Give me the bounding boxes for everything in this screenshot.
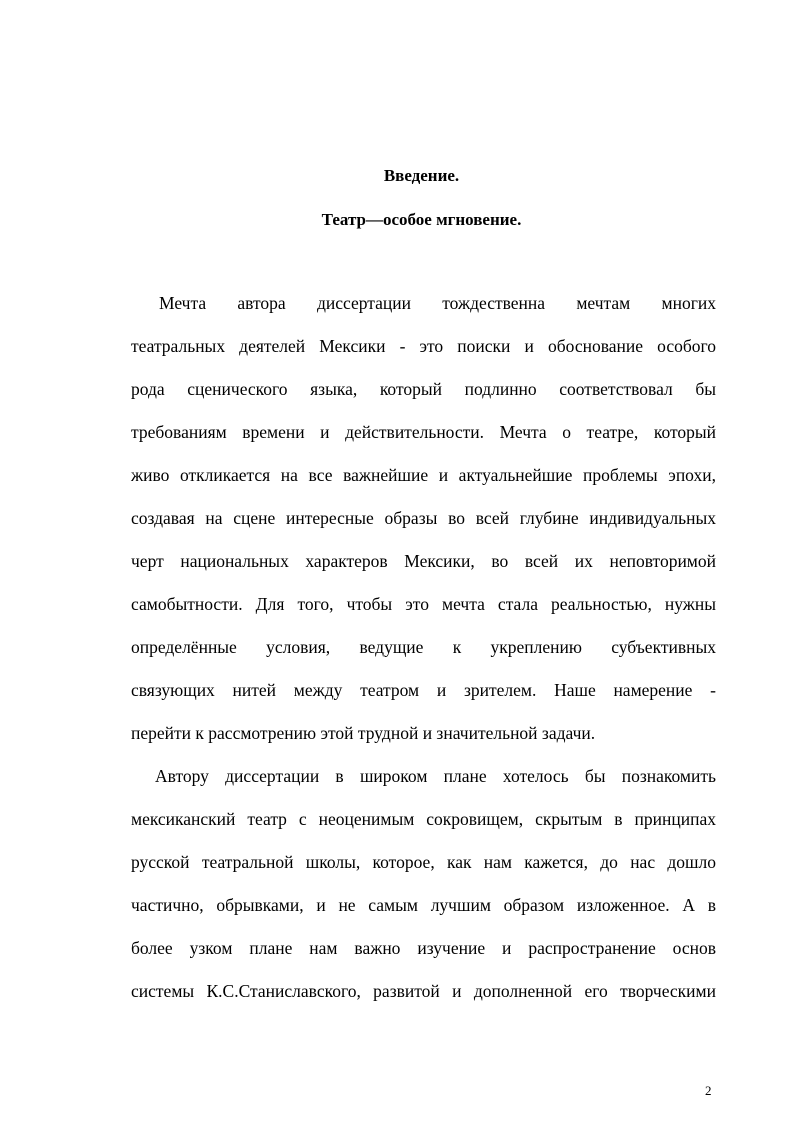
paragraph-line: русской театральной школы, которое, как нам кажется, до нас дошло bbox=[131, 852, 716, 872]
paragraph-line: перейти к рассмотрению этой трудной и значительной задачи. bbox=[131, 723, 596, 743]
page-number: 2 bbox=[705, 1083, 712, 1098]
page-title: Введение. bbox=[383, 166, 460, 185]
paragraph-line: рода сценического языка, который подлинно соответствовал бы bbox=[131, 379, 716, 399]
paragraph-line: связующих нитей между театром и зрителем. Наше намерение - bbox=[131, 680, 716, 700]
paragraph-line: Автору диссертации в широком плане хотелось бы познакомить bbox=[155, 766, 716, 786]
paragraph-line: создавая на сцене интересные образы во всей глубине индивидуальных bbox=[131, 508, 716, 528]
paragraph-line: более узком плане нам важно изучение и распространение основ bbox=[131, 938, 716, 958]
paragraph-line: живо откликается на все важнейшие и актуальнейшие проблемы эпохи, bbox=[131, 465, 716, 485]
paragraph-line: требованиям времени и действительности. Мечта о театре, который bbox=[131, 422, 716, 442]
paragraph-line: частично, обрывками, и не самым лучшим образом изложенное. А в bbox=[131, 895, 716, 915]
paragraph-line: театральных деятелей Мексики - это поиски и обоснование особого bbox=[131, 336, 716, 356]
paragraph-line: самобытности. Для того, чтобы это мечта стала реальностью, нужны bbox=[131, 594, 716, 614]
page-subtitle: Театр—особое мгновение. bbox=[321, 210, 522, 229]
paragraph-line: Мечта автора диссертации тождественна мечтам многих bbox=[159, 293, 716, 313]
paragraph-line: системы К.С.Станиславского, развитой и дополненной его творческими bbox=[131, 981, 716, 1001]
paragraph-line: мексиканский театр с неоценимым сокровищем, скрытым в принципах bbox=[131, 809, 716, 829]
paragraph-line: черт национальных характеров Мексики, во всей их неповторимой bbox=[131, 551, 716, 571]
paragraph-line: определённые условия, ведущие к укреплению субъективных bbox=[131, 637, 716, 657]
